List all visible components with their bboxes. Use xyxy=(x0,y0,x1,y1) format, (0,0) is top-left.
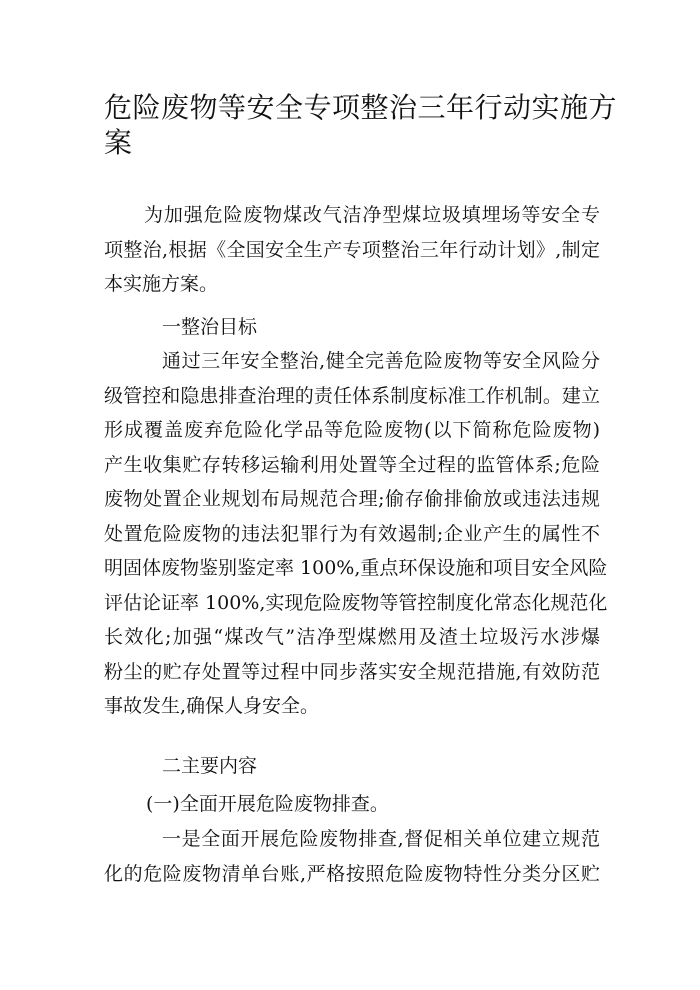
objectives-line-4: 产生收集贮存转移运输利用处置等全过程的监管体系;危险 xyxy=(104,453,600,476)
objectives-line-2: 级管控和隐患排查治理的责任体系制度标准工作机制。建立 xyxy=(104,384,600,407)
objectives-line-7: 明固体废物鉴别鉴定率 100%,重点环保设施和项目安全风险 xyxy=(104,557,608,579)
objectives-line-1: 通过三年安全整治,健全完善危险废物等安全风险分 xyxy=(162,350,600,372)
title-line-2: 案 xyxy=(104,125,133,159)
section-heading-objectives: 一整治目标 xyxy=(162,316,258,338)
section-heading-main-content: 二主要内容 xyxy=(162,755,258,777)
subsection-heading-inspection: (一)全面开展危险废物排查。 xyxy=(146,793,389,815)
objectives-line-9: 长效化;加强“煤改气”洁净型煤燃用及渣土垃圾污水涉爆 xyxy=(104,626,600,648)
objectives-line-6: 处置危险废物的违法犯罪行为有效遏制;企业产生的属性不 xyxy=(104,522,600,545)
intro-line-3: 本实施方案。 xyxy=(104,273,219,295)
objectives-line-10: 粉尘的贮存处置等过程中同步落实安全规范措施,有效防范 xyxy=(104,660,600,683)
intro-paragraph xyxy=(104,198,600,302)
objectives-line-8: 评估论证率 100%,实现危险废物等管控制度化常态化规范化 xyxy=(104,591,608,614)
document-title xyxy=(104,88,624,157)
inspection-line-1: 一是全面开展危险废物排查,督促相关单位建立规范 xyxy=(162,828,600,850)
objectives-line-5: 废物处置企业规划布局规范合理;偷存偷排偷放或违法违规 xyxy=(104,488,600,510)
intro-line-2: 项整治,根据《全国安全生产专项整治三年行动计划》,制定 xyxy=(104,238,600,261)
objectives-paragraph xyxy=(104,344,608,724)
title-line-1: 危险废物等安全专项整治三年行动实施方 xyxy=(104,91,618,124)
inspection-line-2: 化的危险废物清单台账,严格按照危险废物特性分类分区贮 xyxy=(104,862,600,885)
intro-line-1: 为加强危险废物煤改气洁净型煤垃圾填埋场等安全专 xyxy=(144,204,600,226)
objectives-line-3: 形成覆盖废弃危险化学品等危险废物(以下简称危险废物) xyxy=(104,419,600,441)
objectives-line-11: 事故发生,确保人身安全。 xyxy=(104,695,320,717)
inspection-paragraph xyxy=(104,822,600,891)
